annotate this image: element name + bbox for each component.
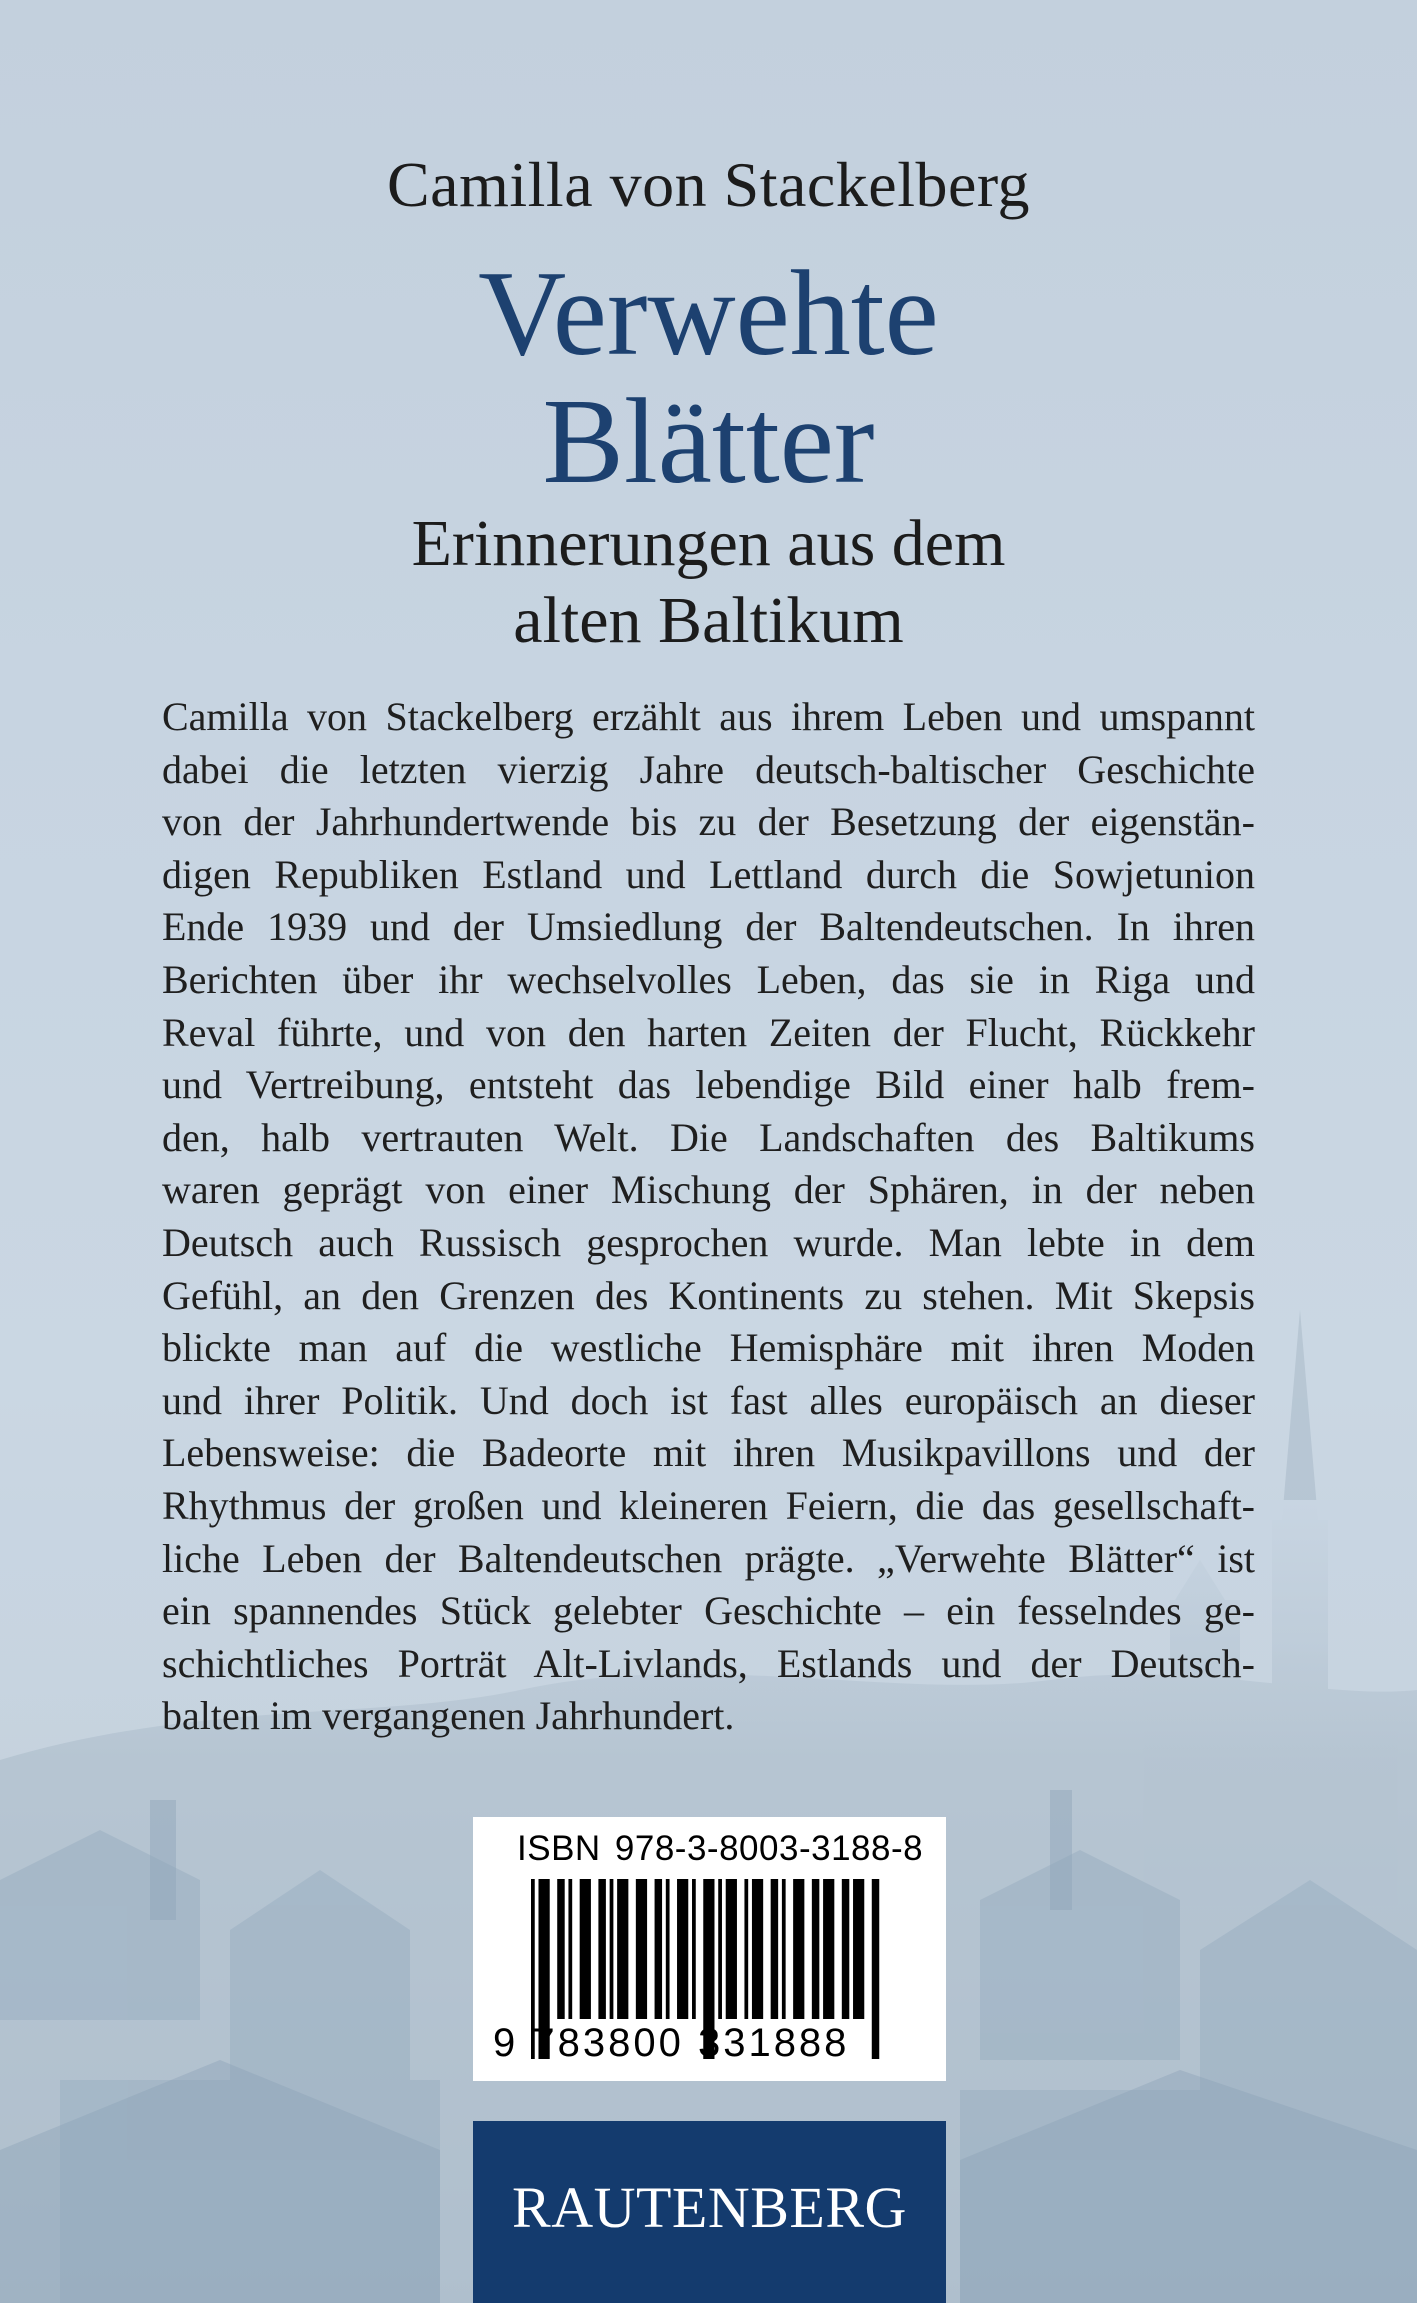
blurb-line: von der Jahrhundertwende bis zu der Besetzung der eigenstän- xyxy=(162,799,1255,845)
blurb-line: Lebensweise: die Badeorte mit ihren Musikpavillons und der xyxy=(162,1430,1255,1476)
subtitle-line-2: alten Baltikum xyxy=(513,584,904,657)
blurb-line: den, halb vertrauten Welt. Die Landschaften des Baltikums xyxy=(162,1114,1255,1160)
blurb-line: liche Leben der Baltendeutschen prägte. „Verwehte Blätter“ ist xyxy=(162,1535,1255,1581)
barcode-bar xyxy=(617,1879,628,2019)
blurb-line: ein spannendes Stück gelebter Geschichte – ein fesselndes ge- xyxy=(162,1588,1255,1634)
blurb-line: und Vertreibung, entsteht das lebendige Bild einer halb frem- xyxy=(162,1062,1255,1108)
subtitle-line-1: Erinnerungen aus dem xyxy=(411,507,1006,580)
blurb-text xyxy=(162,691,1255,1743)
barcode-bar xyxy=(793,1879,804,2019)
title-line-1: Verwehte xyxy=(478,246,939,381)
author-name: Camilla von Stackelberg xyxy=(386,149,1031,220)
blurb-line: Ende 1939 und der Umsiedlung der Baltendeutschen. In ihren xyxy=(162,904,1255,950)
blurb-line: Reval führte, und von den harten Zeiten der Flucht, Rückkehr xyxy=(162,1009,1255,1055)
barcode-bar xyxy=(692,1879,696,2019)
blurb-line: balten im vergangenen Jahrhundert. xyxy=(162,1693,735,1739)
blurb-line: blickte man auf die westliche Hemisphäre mit ihren Moden xyxy=(162,1325,1255,1371)
publisher-name: RAUTENBERG xyxy=(512,2175,907,2240)
book-title xyxy=(0,246,1417,509)
isbn-label: ISBN 978-3-8003-3188-8 xyxy=(517,1829,924,1868)
barcode-bar xyxy=(771,1879,778,2019)
barcode-bar xyxy=(842,1879,849,2019)
publisher-logo xyxy=(473,2121,946,2303)
barcode-bar xyxy=(598,1879,605,2019)
barcode-bar xyxy=(726,1879,737,2019)
blurb-line: und ihrer Politik. Und doch ist fast alles europäisch an dieser xyxy=(162,1377,1255,1423)
blurb-line: Camilla von Stackelberg erzählt aus ihrem Leben und umspannt xyxy=(162,694,1255,739)
book-subtitle xyxy=(0,505,1417,659)
blurb-line: Berichten über ihr wechselvolles Leben, das sie in Riga und xyxy=(162,956,1255,1002)
barcode-bar xyxy=(812,1879,819,2019)
barcode-bar xyxy=(610,1879,614,2019)
barcode-bar xyxy=(568,1879,572,2019)
blurb-line: dabei die letzten vierzig Jahre deutsch-baltischer Geschichte xyxy=(162,746,1255,792)
isbn-barcode xyxy=(473,1817,946,2081)
blurb-line: Deutsch auch Russisch gesprochen wurde. Man lebte in dem xyxy=(162,1219,1255,1265)
blurb-line: Rhythmus der großen und kleineren Feiern, die das gesellschaft- xyxy=(162,1482,1255,1528)
barcode-bar xyxy=(677,1879,688,2019)
barcode-bar xyxy=(655,1879,662,2019)
blurb-line: digen Republiken Estland und Lettland durch die Sowjetunion xyxy=(162,851,1255,897)
blurb-line: Gefühl, an den Grenzen des Kontinents zu stehen. Mit Skepsis xyxy=(162,1272,1255,1318)
barcode-bar xyxy=(557,1879,564,2019)
barcode-bar xyxy=(823,1879,834,2019)
barcode-bar xyxy=(782,1879,786,2019)
barcode-bar xyxy=(752,1879,763,2019)
barcode-bar xyxy=(744,1879,748,2019)
blurb-line: waren geprägt von einer Mischung der Sphären, in der neben xyxy=(162,1167,1255,1213)
title-line-2: Blätter xyxy=(542,374,875,509)
barcode-digits: 9 783800 331888 xyxy=(493,2021,850,2065)
barcode-bar xyxy=(666,1879,670,2019)
barcode-bar xyxy=(718,1879,722,2019)
barcode-bar xyxy=(872,1879,879,2059)
blurb-line: schichtliches Porträt Alt-Livlands, Estlands und der Deutsch- xyxy=(162,1640,1255,1686)
barcode-bar xyxy=(853,1879,864,2019)
barcode-bar xyxy=(580,1879,591,2019)
barcode-bar xyxy=(636,1879,647,2019)
